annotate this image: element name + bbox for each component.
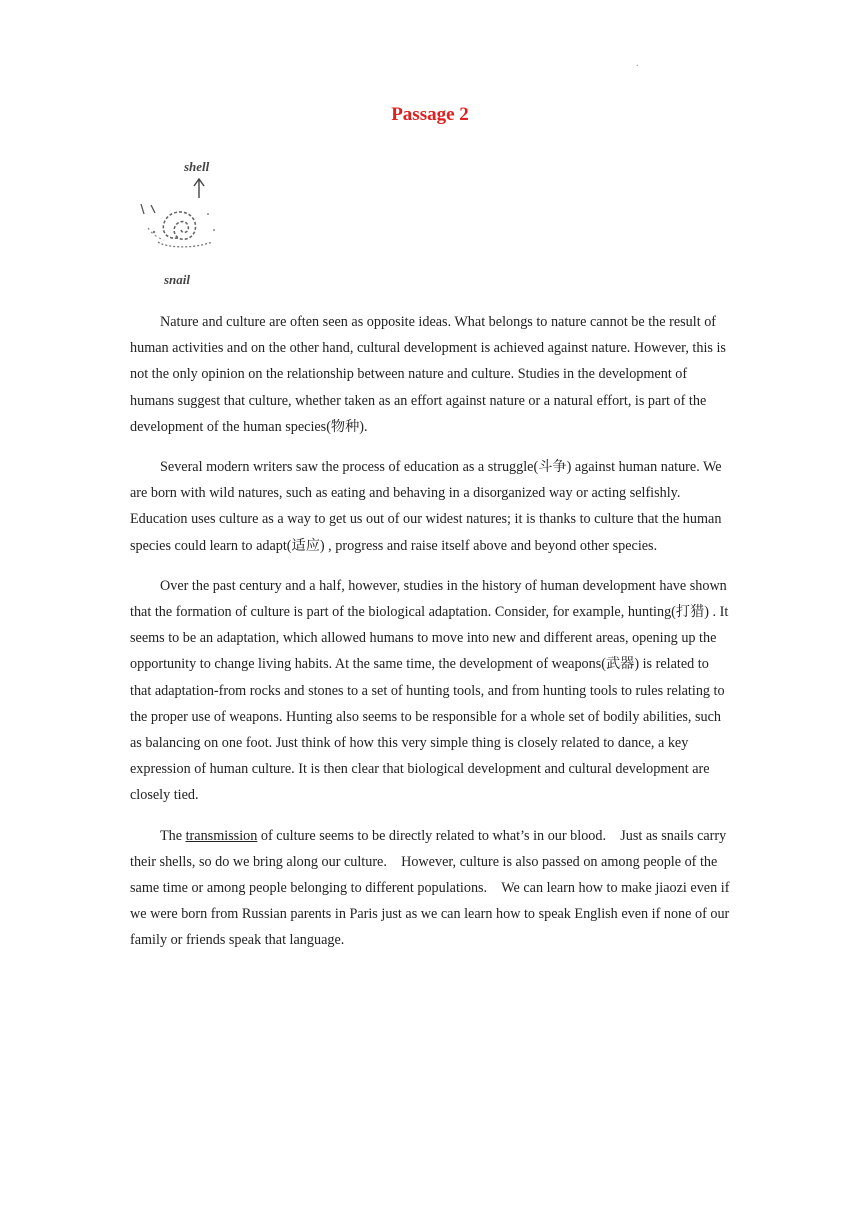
- figure-bottom-label: snail: [164, 272, 191, 287]
- paragraph-3: Over the past century and a half, however, studies in the history of human development have shown that the formation of culture is part of the biological adaptation. Consider, for example, hunting(打猎) . It seems to be an adaptation, which allowed humans to move into new and different areas, opening up the opportunity to change living habits. At the same time, the development of weapons(武器) is related to that adaptation-from rocks and stones to a set of hunting tools, and from hunting tools to rules relating to the proper use of weapons. Hunting also seems to be responsible for a whole set of bodily abilities, such as balancing on one foot. Just think of how this very simple thing is closely related to dance, a key expression of human culture. It is then clear that biological development and cultural development are closely tied.: [130, 577, 729, 804]
- paragraph-4-prefix: The: [160, 827, 186, 844]
- passage-body: [130, 309, 730, 968]
- snail-figure: [134, 156, 234, 288]
- paragraph-2: Several modern writers saw the process of education as a struggle(斗争) against human nature. We are born with wild natures, such as eating and behaving in a disorganized way or acting selfishly. Education uses culture as a way to get us out of our widest natures; it is thanks to culture that the human species could learn to adapt(适应) , progress and raise itself above and beyond other species.: [130, 459, 722, 554]
- paragraph-4: [130, 823, 730, 954]
- figure-top-label: shell: [184, 159, 210, 174]
- header-dot: .: [636, 58, 639, 69]
- paragraph-4-suffix: of culture seems to be directly related to what’s in our blood. Just as snails carry their shells, so do we bring along our culture. However, culture is also passed on among people of the same time or among people belonging to different populations. We can learn how to make jiaozi even if we were born from Russian parents in Paris just as we can learn how to speak English even if none of our family or friends speak that language.: [130, 827, 730, 949]
- passage-title: Passage 2: [391, 104, 469, 125]
- paragraph-1: Nature and culture are often seen as opposite ideas. What belongs to nature cannot be the result of human activities and on the other hand, cultural development is achieved against nature. However, this is not the only opinion on the relationship between nature and culture. Studies in the development of humans suggest that culture, whether taken as an effort against nature or a natural effort, is part of the development of the human species(物种).: [130, 314, 726, 435]
- underlined-word: transmission: [185, 827, 258, 844]
- snail-shell-sketch-icon: [134, 156, 234, 288]
